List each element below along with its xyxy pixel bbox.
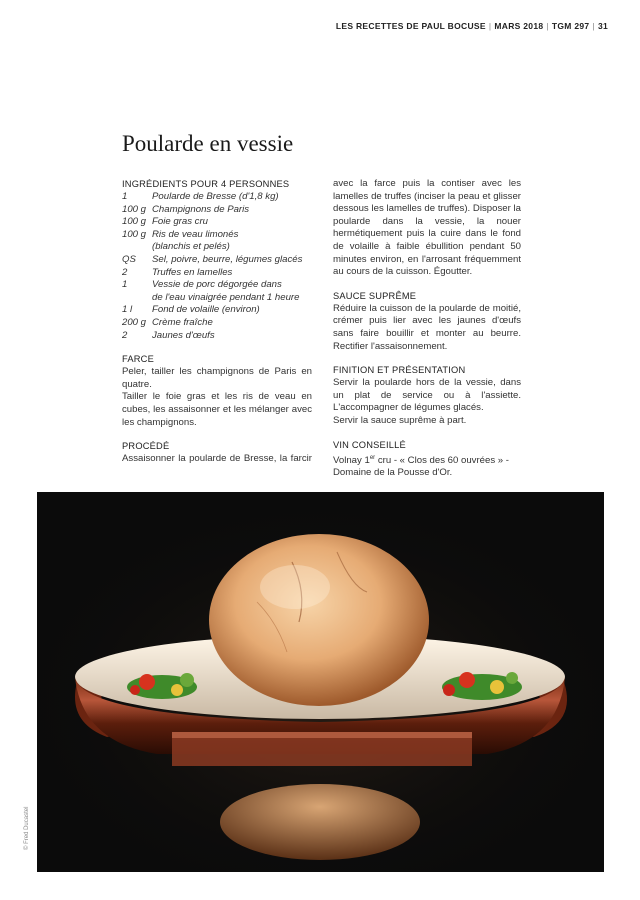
ingredient-quantity: 2 <box>122 329 128 341</box>
ingredient-quantity: 200 g <box>122 316 147 328</box>
ingredient-quantity: 100 g <box>122 203 147 215</box>
ingredient-item <box>122 267 312 280</box>
farce-section <box>122 353 312 429</box>
farce-paragraph: Tailler le foie gras et les ris de veau en cubes, les assaisonner et les mélanger avec les champignons. <box>122 391 312 428</box>
procede-text-continued: avec la farce puis la contiser avec les lamelles de truffes (inciser la peau et glisser dessous les lamelles de truffes). Disposer la poularde dans la vessie, la nouer hermétiquement puis la cuire dans le fond de volaille à faible ébullition pendant 50 minutes environ, en l'arrosant fréquemment au cours de la cuisson. Égoutter. <box>333 178 521 278</box>
finition-paragraph: Servir la sauce suprême à part. <box>333 414 467 426</box>
ingredient-note: de l'eau vinaigrée pendant 1 heure <box>152 291 300 303</box>
ingredient-item <box>122 216 312 229</box>
ingredients-heading: INGRÉDIENTS POUR 4 PERSONNES <box>122 179 290 189</box>
ingredient-quantity: 1 <box>122 191 128 202</box>
series-title: LES RECETTES DE PAUL BOCUSE <box>335 21 486 31</box>
ingredient-item <box>122 279 312 292</box>
finition-paragraph: Servir la poularde hors de la vessie, dans un plat de service ou à l'assiette. L'accompagner de légumes glacés. <box>333 377 521 414</box>
ingredient-item <box>122 229 312 242</box>
finition-heading: FINITION ET PRÉSENTATION <box>333 365 466 376</box>
ingredient-quantity: 1 l <box>122 304 133 316</box>
ingredient-quantity: 2 <box>122 266 128 278</box>
ingredient-name: Champignons de Paris <box>152 203 250 215</box>
ingredient-item <box>122 330 312 343</box>
finition-section <box>333 364 521 427</box>
ingredient-item <box>122 304 312 317</box>
ingredient-name: Jaunes d'œufs <box>152 329 215 341</box>
running-header: LES RECETTES DE PAUL BOCUSE | MARS 2018 | TGM 297 | 31 <box>335 21 608 31</box>
ingredient-quantity: QS <box>122 253 136 265</box>
ingredient-note: (blanchis et pelés) <box>152 241 230 253</box>
procede-section <box>122 440 312 466</box>
ingredient-quantity: 100 g <box>122 216 147 228</box>
page-number: 31 <box>597 21 608 31</box>
vin-section <box>333 439 521 480</box>
ingredient-name: Fond de volaille (environ) <box>152 304 260 316</box>
ingredient-item <box>122 254 312 267</box>
ingredient-name: Truffes en lamelles <box>152 266 233 278</box>
ingredient-name: Vessie de porc dégorgée dans <box>152 279 282 291</box>
magazine-issue: TGM 297 <box>551 21 590 31</box>
procede-heading: PROCÉDÉ <box>122 441 170 452</box>
ingredient-name: Foie gras cru <box>152 216 208 228</box>
ingredient-item <box>122 191 312 204</box>
farce-paragraph: Peler, tailler les champignons de Paris en quatre. <box>122 366 312 390</box>
poularde-en-vessie-image <box>37 492 604 872</box>
left-column <box>122 178 312 466</box>
ingredients-list <box>122 191 312 342</box>
photo-credit: © Fred Ducastel <box>24 806 30 850</box>
ingredient-name: Crème fraîche <box>152 316 213 328</box>
right-column <box>333 178 521 480</box>
vin-heading: VIN CONSEILLÉ <box>333 439 406 450</box>
procede-text-start: Assaisonner la poularde de Bresse, la farcir <box>122 453 312 465</box>
ingredient-item <box>122 317 312 330</box>
vin-text: Volnay 1er cru - « Clos des 60 ouvrées » - Domaine de la Pousse d'Or. <box>333 454 509 479</box>
farce-heading: FARCE <box>122 354 154 365</box>
ingredient-name: Ris de veau limonés <box>152 228 239 240</box>
sauce-section <box>333 290 521 353</box>
ingredient-quantity: 100 g <box>122 228 147 240</box>
ingredient-name: Poularde de Bresse (d'1,8 kg) <box>152 191 279 202</box>
ingredient-item <box>122 204 312 217</box>
ingredient-name: Sel, poivre, beurre, légumes glacés <box>152 253 303 265</box>
sauce-text: Réduire la cuisson de la poularde de moitié, crémer puis lier avec les jaunes d'œufs sans faire bouillir et monter au beurre. Rectifier l'assaisonnement. <box>333 302 521 352</box>
recipe-title: Poularde en vessie <box>122 131 294 156</box>
sauce-heading: SAUCE SUPRÊME <box>333 290 417 301</box>
issue-date: MARS 2018 <box>494 21 544 31</box>
dish-photo <box>37 492 604 872</box>
ingredient-quantity: 1 <box>122 279 128 291</box>
